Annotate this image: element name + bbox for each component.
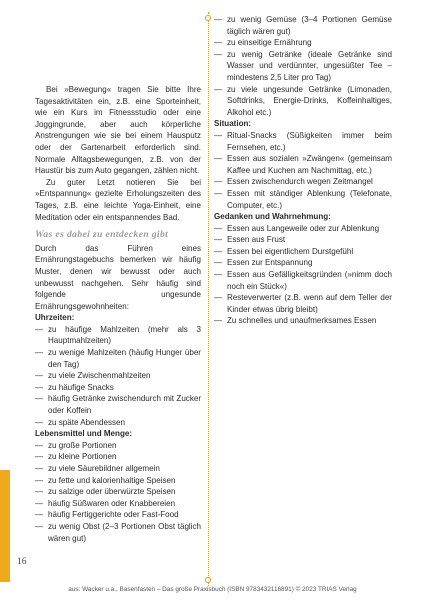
list-lebensmittel [35,440,201,544]
left-column [35,84,201,544]
heading-gedanken: Gedanken und Wahrnehmung: [214,212,331,222]
list-item: — zu viele Säurebildner allgemein [35,463,201,475]
list-uhrzeiten [35,324,201,428]
list-item: — Essen aus Langeweile oder zur Ablenkung [214,223,392,235]
list-item: — häufig Getränke zwischendurch mit Zucker oder Koffein [35,393,201,416]
list-item: — zu häufige Mahlzeiten (mehr als 3 Hauptmahlzeiten) [35,324,201,347]
page-number: 16 [17,557,27,567]
divider-bottom-dot [205,577,211,583]
list-item: — Essen mit ständiger Ablenkung (Telefonate, Computer, etc.) [214,188,392,211]
list-item: — Ritual-Snacks (Süßigkeiten immer beim Fernsehen, etc.) [214,130,392,153]
list-item: — Essen zwischendurch wegen Zeitmangel [214,176,392,188]
intro-paragraph: Durch das Führen eines Ernährungstagebuchs bemerken wir häufig Muster, denen wir bewusst oder auch unbewusst nachgehen. Sehr häufig sind folgende ungesunde Ernährungsgewohnheiten: [35,243,201,311]
list-item: — häufig Süßwaren oder Knabbereien [35,498,201,510]
list-item: — zu wenig Obst (2–3 Portionen Obst täglich wären gut) [35,521,201,544]
list-item: — zu wenig Gemüse (3–4 Portionen Gemüse täglich wären gut) [214,14,392,37]
list-item: — zu viele Zwischenmahlzeiten [35,370,201,382]
right-column [214,14,392,327]
list-lebensmittel-continued [214,14,392,118]
list-item: — zu fette und kalorienhaltige Speisen [35,475,201,487]
list-item: — Essen aus Gefälligkeitsgründen (»nimm doch noch ein Stück«) [214,269,392,292]
list-situation [214,130,392,211]
list-item: — Essen aus sozialen »Zwängen« (gemeinsam Kaffee und Kuchen am Nachmittag, etc.) [214,153,392,176]
list-item: — zu wenige Mahlzeiten (häufig Hunger über den Tag) [35,347,201,370]
list-item: — zu kleine Portionen [35,451,201,463]
subheading: Was es dabei zu entdecken gibt [35,229,169,241]
list-item: — zu einseitige Ernährung [214,37,392,49]
list-item: — zu wenig Getränke (ideale Getränke sind Wasser und verdünnter, ungesüßter Tee – mindestens 2,5 Liter pro Tag) [214,49,392,84]
chapter-tab [0,470,10,582]
list-item: — häufig Fertiggerichte oder Fast-Food [35,509,201,521]
list-item: — Zu schnelles und unaufmerksames Essen [214,315,392,327]
list-item: — Essen bei eigentlichem Durstgefühl [214,246,392,258]
source-credit: aus: Wacker u.a., Basenfasten – Das große Praxisbuch (ISBN 9783432116891) © 2023 TRIAS Verlag [68,586,357,593]
list-item: — zu späte Abendessen [35,417,201,429]
list-gedanken [214,223,392,327]
list-item: — Essen aus Frust [214,234,392,246]
list-item: — Essen zur Entspannung [214,257,392,269]
heading-uhrzeiten: Uhrzeiten: [35,313,75,323]
paragraph-bewegung: Bei »Bewegung« tragen Sie bitte Ihre Tagesaktivitäten ein, z.B. eine Sporteinheit, wie ein Kurs im Fitnessstudio oder eine Joggingrunde, aber auch körperliche Anstrengungen wie sie bei einem Hausputz oder der Gartenarbeit erforderlich sind. Normale Alltagsbewegungen, z.B. von der Haustür bis zum Auto gegangen, zählen nicht. [35,85,201,176]
divider-top-dot [205,15,211,21]
list-item: — Resteverwerter (z.B. wenn auf dem Teller der Kinder etwas übrig bleibt) [214,292,392,315]
heading-lebensmittel: Lebensmittel und Menge: [35,429,133,439]
column-divider [208,12,209,586]
list-item: — zu viele ungesunde Getränke (Limonaden, Softdrinks, Energie-Drinks, Koffeinhaltiges, Alkohol etc.) [214,84,392,119]
list-item: — zu salzige oder überwürzte Speisen [35,486,201,498]
list-item: — zu große Portionen [35,440,201,452]
paragraph-entspannung: Zu guter Letzt notieren Sie bei »Entspannung« gezielte Erholungszeiten des Tages, z.B. eine leichte Yoga-Einheit, eine Meditation oder ein entspannendes Bad. [35,177,201,222]
heading-situation: Situation: [214,119,252,129]
list-item: — zu häufige Snacks [35,382,201,394]
